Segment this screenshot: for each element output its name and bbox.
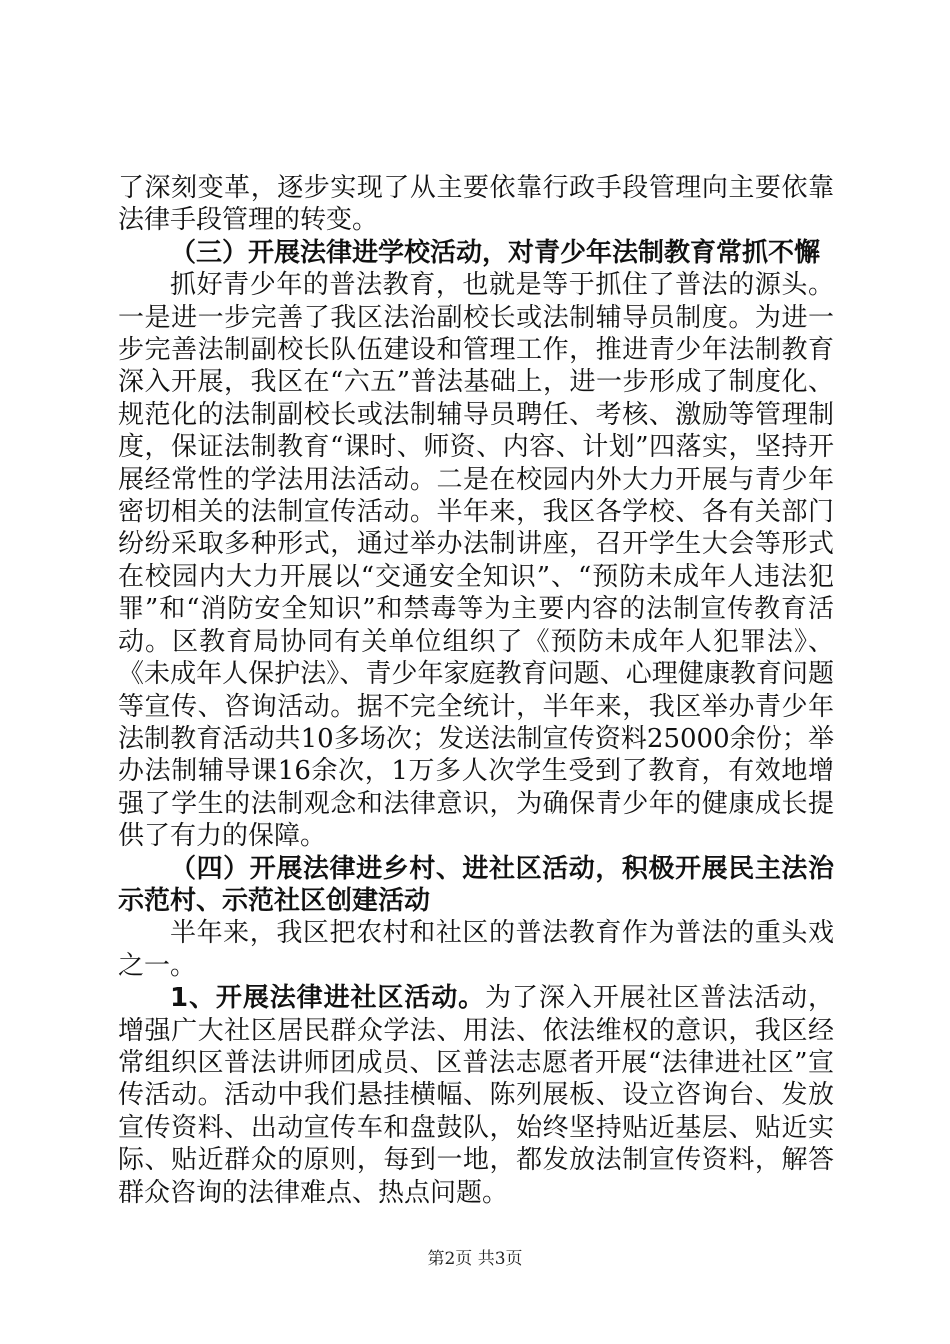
paragraph-community-text: 为了深入开展社区普法活动，增强广大社区居民群众学法、用法、依法维权的意识，我区经常组织区普法讲师团成员、区普法志愿者开展“法律进社区”宣传活动。活动中我们悬挂横幅、陈列展板、设立咨询台、发放宣传资料、出动宣传车和盘鼓队，始终坚持贴近基层、贴近实际、贴近群众的原则，每到一地，都发放法制宣传资料，解答群众咨询的法律难点、热点问题。 <box>118 983 834 1208</box>
paragraph-lead-title: 1、开展法律进社区活动。 <box>170 983 486 1014</box>
section-heading-3: （三）开展法律进学校活动，对青少年法制教育常抓不懈 <box>170 237 821 268</box>
section-heading-4: （四）开展法律进乡村、进社区活动，积极开展民主法治示范村、示范社区创建活动 <box>118 853 834 916</box>
paragraph-continuation: 了深刻变革，逐步实现了从主要依靠行政手段管理向主要依靠法律手段管理的转变。 <box>118 173 834 236</box>
document-body <box>118 172 834 1209</box>
paragraph-youth-education: 抓好青少年的普法教育，也就是等于抓住了普法的源头。一是进一步完善了我区法治副校长或法制辅导员制度。为进一步完善法制副校长队伍建设和管理工作，推进青少年法制教育深入开展，我区在“六五”普法基础上，进一步形成了制度化、规范化的法制副校长或法制辅导员聘任、考核、激励等管理制度，保证法制教育“课时、师资、内容、计划”四落实，坚持开展经常性的学法用法活动。二是在校园内外大力开展与青少年密切相关的法制宣传活动。半年来，我区各学校、各有关部门纷纷采取多种形式，通过举办法制讲座，召开学生大会等形式在校园内大力开展以“交通安全知识”、“预防未成年人违法犯罪”和“消防安全知识”和禁毒等为主要内容的法制宣传教育活动。区教育局协同有关单位组织了《预防未成年人犯罪法》、《未成年人保护法》、青少年家庭教育问题、心理健康教育问题等宣传、咨询活动。据不完全统计，半年来，我区举办青少年法制教育活动共10多场次；发送法制宣传资料25000余份；举办法制辅导课16余次，1万多人次学生受到了教育，有效地增强了学生的法制观念和法律意识，为确保青少年的健康成长提供了有力的保障。 <box>118 270 834 852</box>
paragraph-community-activity <box>118 982 834 1209</box>
paragraph-rural-community-intro: 半年来，我区把农村和社区的普法教育作为普法的重头戏之一。 <box>118 918 834 981</box>
page-footer: 第2页 共3页 <box>427 1249 523 1269</box>
